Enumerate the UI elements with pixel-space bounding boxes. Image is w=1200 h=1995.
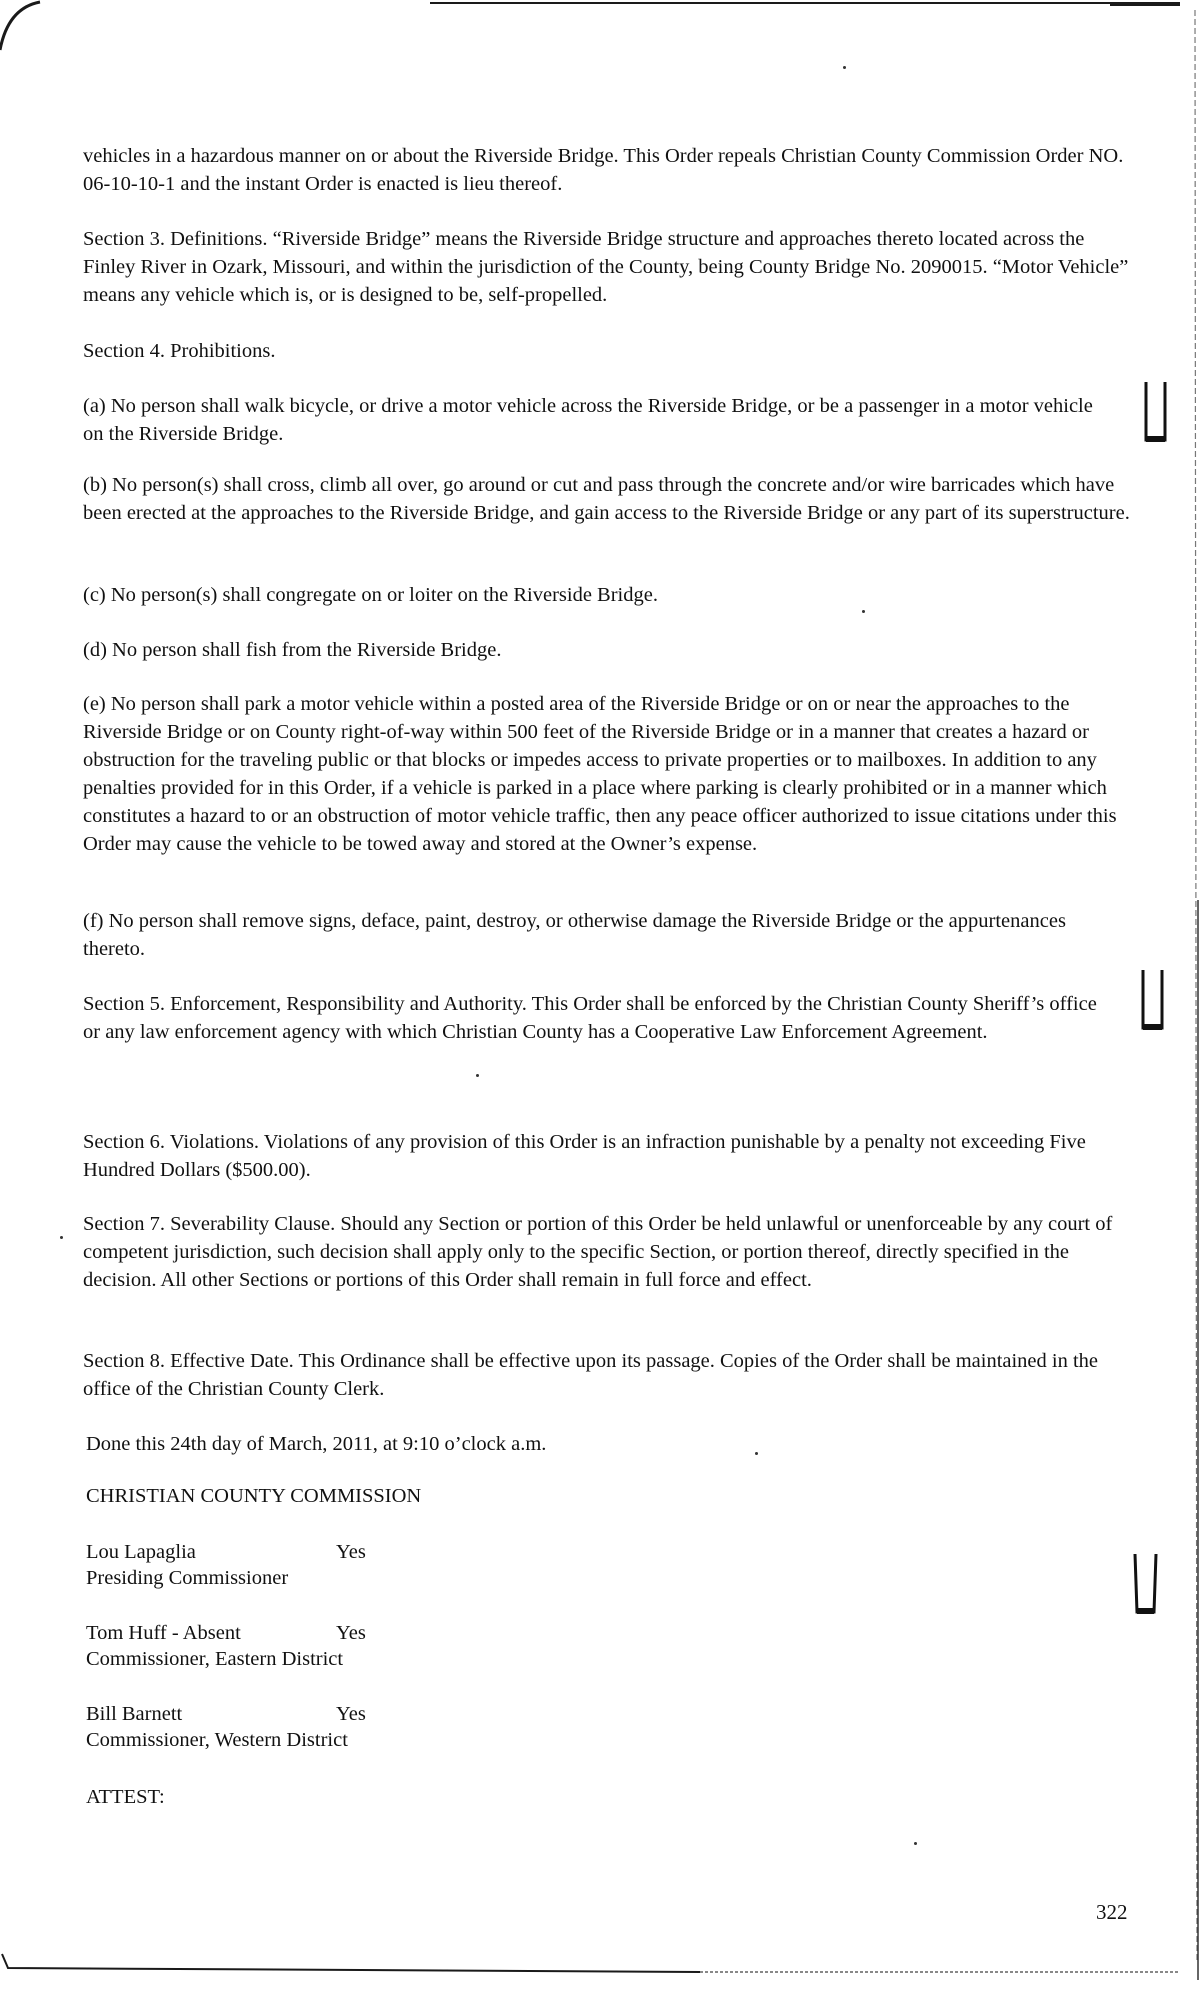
signatory-name: Lou Lapaglia [86,1541,196,1563]
scan-edge-right [1180,0,1200,1995]
signatory-title: Commissioner, Western District [86,1729,348,1751]
commission-heading: CHRISTIAN COUNTY COMMISSION [86,1485,422,1507]
scan-speck [60,1236,63,1239]
paragraph-prohibition-d: (d) No person shall fish from the Riverside Bridge. [83,639,502,661]
scan-speck [843,66,846,69]
scan-edge-bottom [0,1950,1200,1995]
signatory-vote: Yes [336,1541,366,1563]
paragraph-done-date: Done this 24th day of March, 2011, at 9:10 o’clock a.m. [86,1433,547,1455]
signatory-title: Presiding Commissioner [86,1567,289,1589]
attest-label: ATTEST: [86,1786,165,1808]
paragraph-prohibition-c: (c) No person(s) shall congregate on or loiter on the Riverside Bridge. [83,584,658,606]
signatory-name: Tom Huff - Absent [86,1622,241,1644]
paragraph-section-3-definitions: Section 3. Definitions. “Riverside Bridge” means the Riverside Bridge structure and approaches thereto located across the Finley River in Ozark, Missouri, and within the jurisdiction of the County, being County Bridge No. 2090015. “Motor Vehicle” means any vehicle which is, or is designed to be, self-propelled. [83,228,1129,306]
paragraph-section-7-severability: Section 7. Severability Clause. Should any Section or portion of this Order be held unlawful or unenforceable by any court of competent jurisdiction, such decision shall apply only to the specific Section, or portion thereof, directly specified in the decision. All other Sections or portions of this Order shall remain in full force and effect. [83,1213,1113,1291]
signatory-name: Bill Barnett [86,1703,183,1725]
scan-speck [862,610,865,613]
scan-edge-top [0,0,1200,60]
paragraph-section-5-enforcement: Section 5. Enforcement, Responsibility and Authority. This Order shall be enforced by the Christian County Sheriff’s office or any law enforcement agency with which Christian County has a Cooperative Law Enforcement Agreement. [83,993,1097,1043]
paragraph-prohibition-f: (f) No person shall remove signs, deface, paint, destroy, or otherwise damage the Riverside Bridge or the appurtenances thereto. [83,910,1066,960]
signatory-title: Commissioner, Eastern District [86,1648,344,1670]
binder-clip-mark [1143,380,1169,446]
paragraph-section-8-effective-date: Section 8. Effective Date. This Ordinance shall be effective upon its passage. Copies of the Order shall be maintained in the office of the Christian County Clerk. [83,1350,1099,1400]
scan-speck [914,1842,917,1845]
signatory-vote: Yes [336,1703,366,1725]
page-number: 322 [1096,1900,1128,1924]
binder-clip-mark [1132,1552,1158,1618]
paragraph-prohibition-e: (e) No person shall park a motor vehicle within a posted area of the Riverside Bridge or on or near the approaches to the Riverside Bridge or on County right-of-way within 500 feet of the Riverside Bridge or in a manner that creates a hazard or obstruction for the traveling public or that blocks or impedes access to private properties or to mailboxes. In addition to any penalties provided for in this Order, if a vehicle is parked in a place where parking is clearly prohibited or in a manner which constitutes a hazard to or an obstruction of motor vehicle traffic, then any peace officer authorized to issue citations under this Order may cause the vehicle to be towed away and stored at the Owner’s expense. [83,693,1117,855]
paragraph-section-4-heading: Section 4. Prohibitions. [83,340,276,362]
paragraph-prohibition-a: (a) No person shall walk bicycle, or drive a motor vehicle across the Riverside Bridge, or be a passenger in a motor vehicle on the Riverside Bridge. [83,395,1093,445]
scan-speck [476,1074,479,1077]
binder-clip-mark [1140,968,1166,1034]
signatory-vote: Yes [336,1622,366,1644]
paragraph-prohibition-b: (b) No person(s) shall cross, climb all over, go around or cut and pass through the concrete and/or wire barricades which have been erected at the approaches to the Riverside Bridge, and gain access to the Riverside Bridge or any part of its superstructure. [83,474,1130,524]
paragraph-order-repeal: vehicles in a hazardous manner on or about the Riverside Bridge. This Order repeals Christian County Commission Order NO. 06-10-10-1 and the instant Order is enacted is lieu thereof. [83,145,1124,195]
paragraph-section-6-violations: Section 6. Violations. Violations of any provision of this Order is an infraction punishable by a penalty not exceeding Five Hundred Dollars ($500.00). [83,1131,1086,1181]
